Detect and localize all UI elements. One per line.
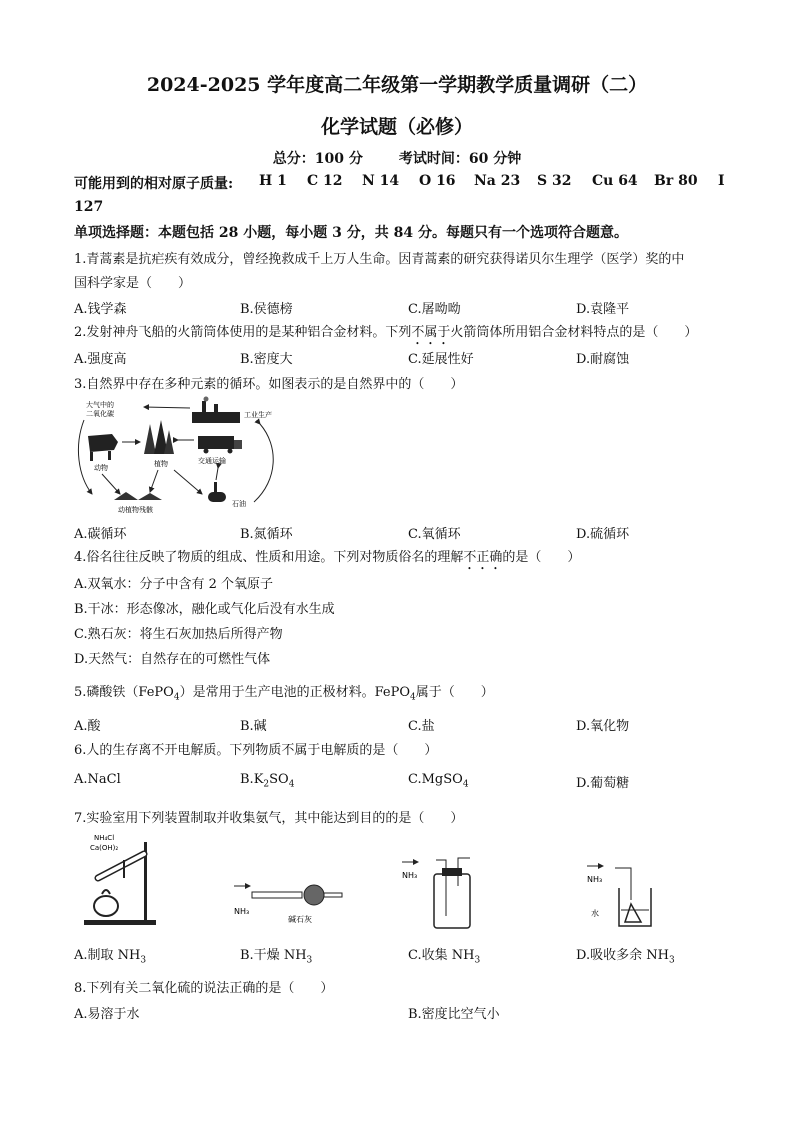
formula-subscript: 3 [474, 955, 481, 966]
formula-fepo4 [138, 685, 180, 703]
question-4 [74, 546, 580, 573]
formula-main: FePO [138, 685, 174, 700]
formula-main: FePO [374, 685, 410, 700]
question-5 [74, 681, 494, 703]
q5-text-1: 5.磷酸铁（ [74, 685, 139, 700]
reagent-label-2: Ca(OH)₂ [90, 844, 119, 852]
q5-text-2: ）是常用于生产电池的正极材料。 [179, 685, 375, 700]
formula-subscript: 4 [462, 779, 469, 790]
q2-text-pre: 2.发射神舟飞船的火箭筒体使用的是某种铝合金材料。下列 [74, 325, 412, 340]
formula-subscript: 4 [410, 692, 416, 703]
exam-time: 考试时间：60 分钟 [398, 151, 522, 167]
atomic-mass: Cu 64 [592, 173, 638, 189]
question-1-line-2: 国科学家是（ ） [74, 276, 192, 291]
cow-icon [88, 434, 118, 461]
question-6: 6.人的生存离不开电解质。下列物质不属于电解质的是（ ） [74, 743, 438, 758]
apparatus-c-gas-bottle [400, 856, 480, 932]
formula-main: MgSO [421, 772, 463, 787]
q8-option-a: A.易溶于水 [74, 1007, 140, 1022]
q2-option-d: D.耐腐蚀 [576, 352, 630, 367]
industry-label: 工业生产 [244, 411, 272, 419]
q6-option-d: D.葡萄糖 [576, 776, 630, 791]
atomic-mass: Na 23 [474, 173, 521, 189]
section-heading: 单项选择题：本题包括 28 小题，每小题 3 分，共 84 分。每题只有一个选项符合题意。 [74, 225, 628, 241]
q5-option-d: D.氧化物 [576, 719, 630, 734]
q7-option-b [240, 944, 312, 966]
option-text: B.干燥 NH [240, 948, 307, 963]
q6-option-c [408, 772, 469, 790]
q3-option-a: A.碳循环 [74, 527, 127, 542]
q5-option-b: B.碱 [240, 719, 267, 734]
q2-emphasis: 不属于 [411, 325, 451, 340]
atomic-mass: C 12 [307, 173, 343, 189]
q2-text-post: 火箭筒体所用铝合金材料特点的是（ ） [450, 325, 698, 340]
q4-option-a: A.双氧水：分子中含有 2 个氧原子 [74, 577, 274, 592]
q4-text-pre: 4.俗名往往反映了物质的组成、性质和用途。下列对物质俗名的理解 [74, 550, 464, 565]
q5-text-3: 属于（ ） [415, 685, 494, 700]
exam-title: 2024-2025 学年度高二年级第一学期教学质量调研（二） [146, 74, 648, 96]
question-8: 8.下列有关二氧化硫的说法正确的是（ ） [74, 981, 334, 996]
q1-option-a: A.钱学森 [74, 302, 127, 317]
plant-label: 植物 [154, 460, 168, 468]
question-1-line-1: 1.青蒿素是抗疟疾有效成分，曾经挽救成千上万人生命。因青蒿素的研究获得诺贝尔生理学（医学）奖的中 [74, 252, 685, 267]
q8-option-b: B.密度比空气小 [408, 1007, 500, 1022]
q6-option-b [240, 772, 294, 790]
q1-option-b: B.侯德榜 [240, 302, 293, 317]
formula-subscript: 3 [306, 955, 313, 966]
remains-label: 动植物残骸 [118, 506, 153, 514]
option-letter: B. [240, 772, 254, 787]
option-letter: C. [408, 772, 422, 787]
q4-option-b: B.干冰：形态像冰，融化或气化后没有水生成 [74, 602, 335, 617]
q4-option-c: C.熟石灰：将生石灰加热后所得产物 [74, 627, 283, 642]
q2-option-a: A.强度高 [74, 352, 127, 367]
formula-main: K [253, 772, 264, 787]
q3-option-d: D.硫循环 [576, 527, 630, 542]
question-3: 3.自然界中存在多种元素的循环。如图表示的是自然界中的（ ） [74, 377, 464, 392]
formula-main: SO [269, 772, 289, 787]
formula-subscript: 3 [668, 955, 675, 966]
plant-icon [144, 420, 174, 454]
water-label: 水 [591, 909, 599, 918]
option-text: A.制取 NH [74, 948, 141, 963]
q7-option-c [408, 944, 480, 966]
reagent-label-1: NH₄Cl [94, 834, 115, 842]
q2-option-b: B.密度大 [240, 352, 293, 367]
remains-icon [114, 492, 162, 500]
formula-subscript: 4 [288, 779, 295, 790]
formula-subscript: 3 [140, 955, 147, 966]
atmosphere-label-1: 大气中的 [86, 401, 114, 409]
exam-subtitle: 化学试题（必修） [320, 116, 473, 138]
factory-icon [192, 397, 240, 424]
gas-label: NH₃ [587, 875, 603, 884]
atomic-mass: O 16 [419, 173, 456, 189]
q6-option-a: A.NaCl [74, 772, 121, 787]
question-2 [74, 321, 697, 348]
transport-label: 交通运输 [198, 457, 226, 465]
q1-option-d: D.袁隆平 [576, 302, 630, 317]
atmosphere-label-2: 二氧化碳 [86, 410, 114, 418]
q5-option-c: C.盐 [408, 719, 435, 734]
formula-subscript: 2 [263, 779, 270, 790]
score-time-line [0, 148, 794, 168]
atomic-mass-wrap: 127 [74, 199, 104, 215]
atomic-masses-label: 可能用到的相对原子质量: [74, 176, 234, 192]
apparatus-b-drying-tube [232, 870, 352, 930]
apparatus-d-absorber [585, 860, 665, 930]
formula-subscript: 4 [173, 692, 180, 703]
atomic-mass: N 14 [362, 173, 400, 189]
q7-option-a [74, 944, 146, 966]
atomic-mass: H 1 [259, 173, 287, 189]
carbon-cycle-diagram [74, 396, 286, 516]
q3-option-c: C.氧循环 [408, 527, 461, 542]
soda-lime-label: 碱石灰 [288, 915, 312, 924]
animal-label: 动物 [94, 464, 108, 472]
truck-icon [198, 436, 242, 454]
q4-option-d: D.天然气：自然存在的可燃性气体 [74, 652, 271, 667]
formula-fepo4 [374, 685, 416, 703]
gas-label: NH₃ [234, 907, 250, 916]
total-score: 总分：100 分 [272, 151, 363, 167]
apparatus-a-heating [74, 830, 164, 930]
option-text: D.吸收多余 NH [576, 948, 669, 963]
q2-option-c: C.延展性好 [408, 352, 474, 367]
q7-option-d [576, 944, 675, 966]
q3-option-b: B.氮循环 [240, 527, 293, 542]
atomic-mass: S 32 [537, 173, 572, 189]
oil-well-icon [208, 482, 226, 502]
atomic-mass: I [718, 173, 725, 189]
oil-label: 石油 [232, 500, 246, 508]
q4-text-post: 的是（ ） [502, 550, 581, 565]
option-text: C.收集 NH [408, 948, 475, 963]
q4-emphasis: 不正确 [463, 550, 503, 565]
gas-label: NH₃ [402, 871, 418, 880]
atomic-mass: Br 80 [654, 173, 698, 189]
q1-option-c: C.屠呦呦 [408, 302, 461, 317]
question-7: 7.实验室用下列装置制取并收集氨气，其中能达到目的的是（ ） [74, 811, 464, 826]
q5-option-a: A.酸 [74, 719, 101, 734]
